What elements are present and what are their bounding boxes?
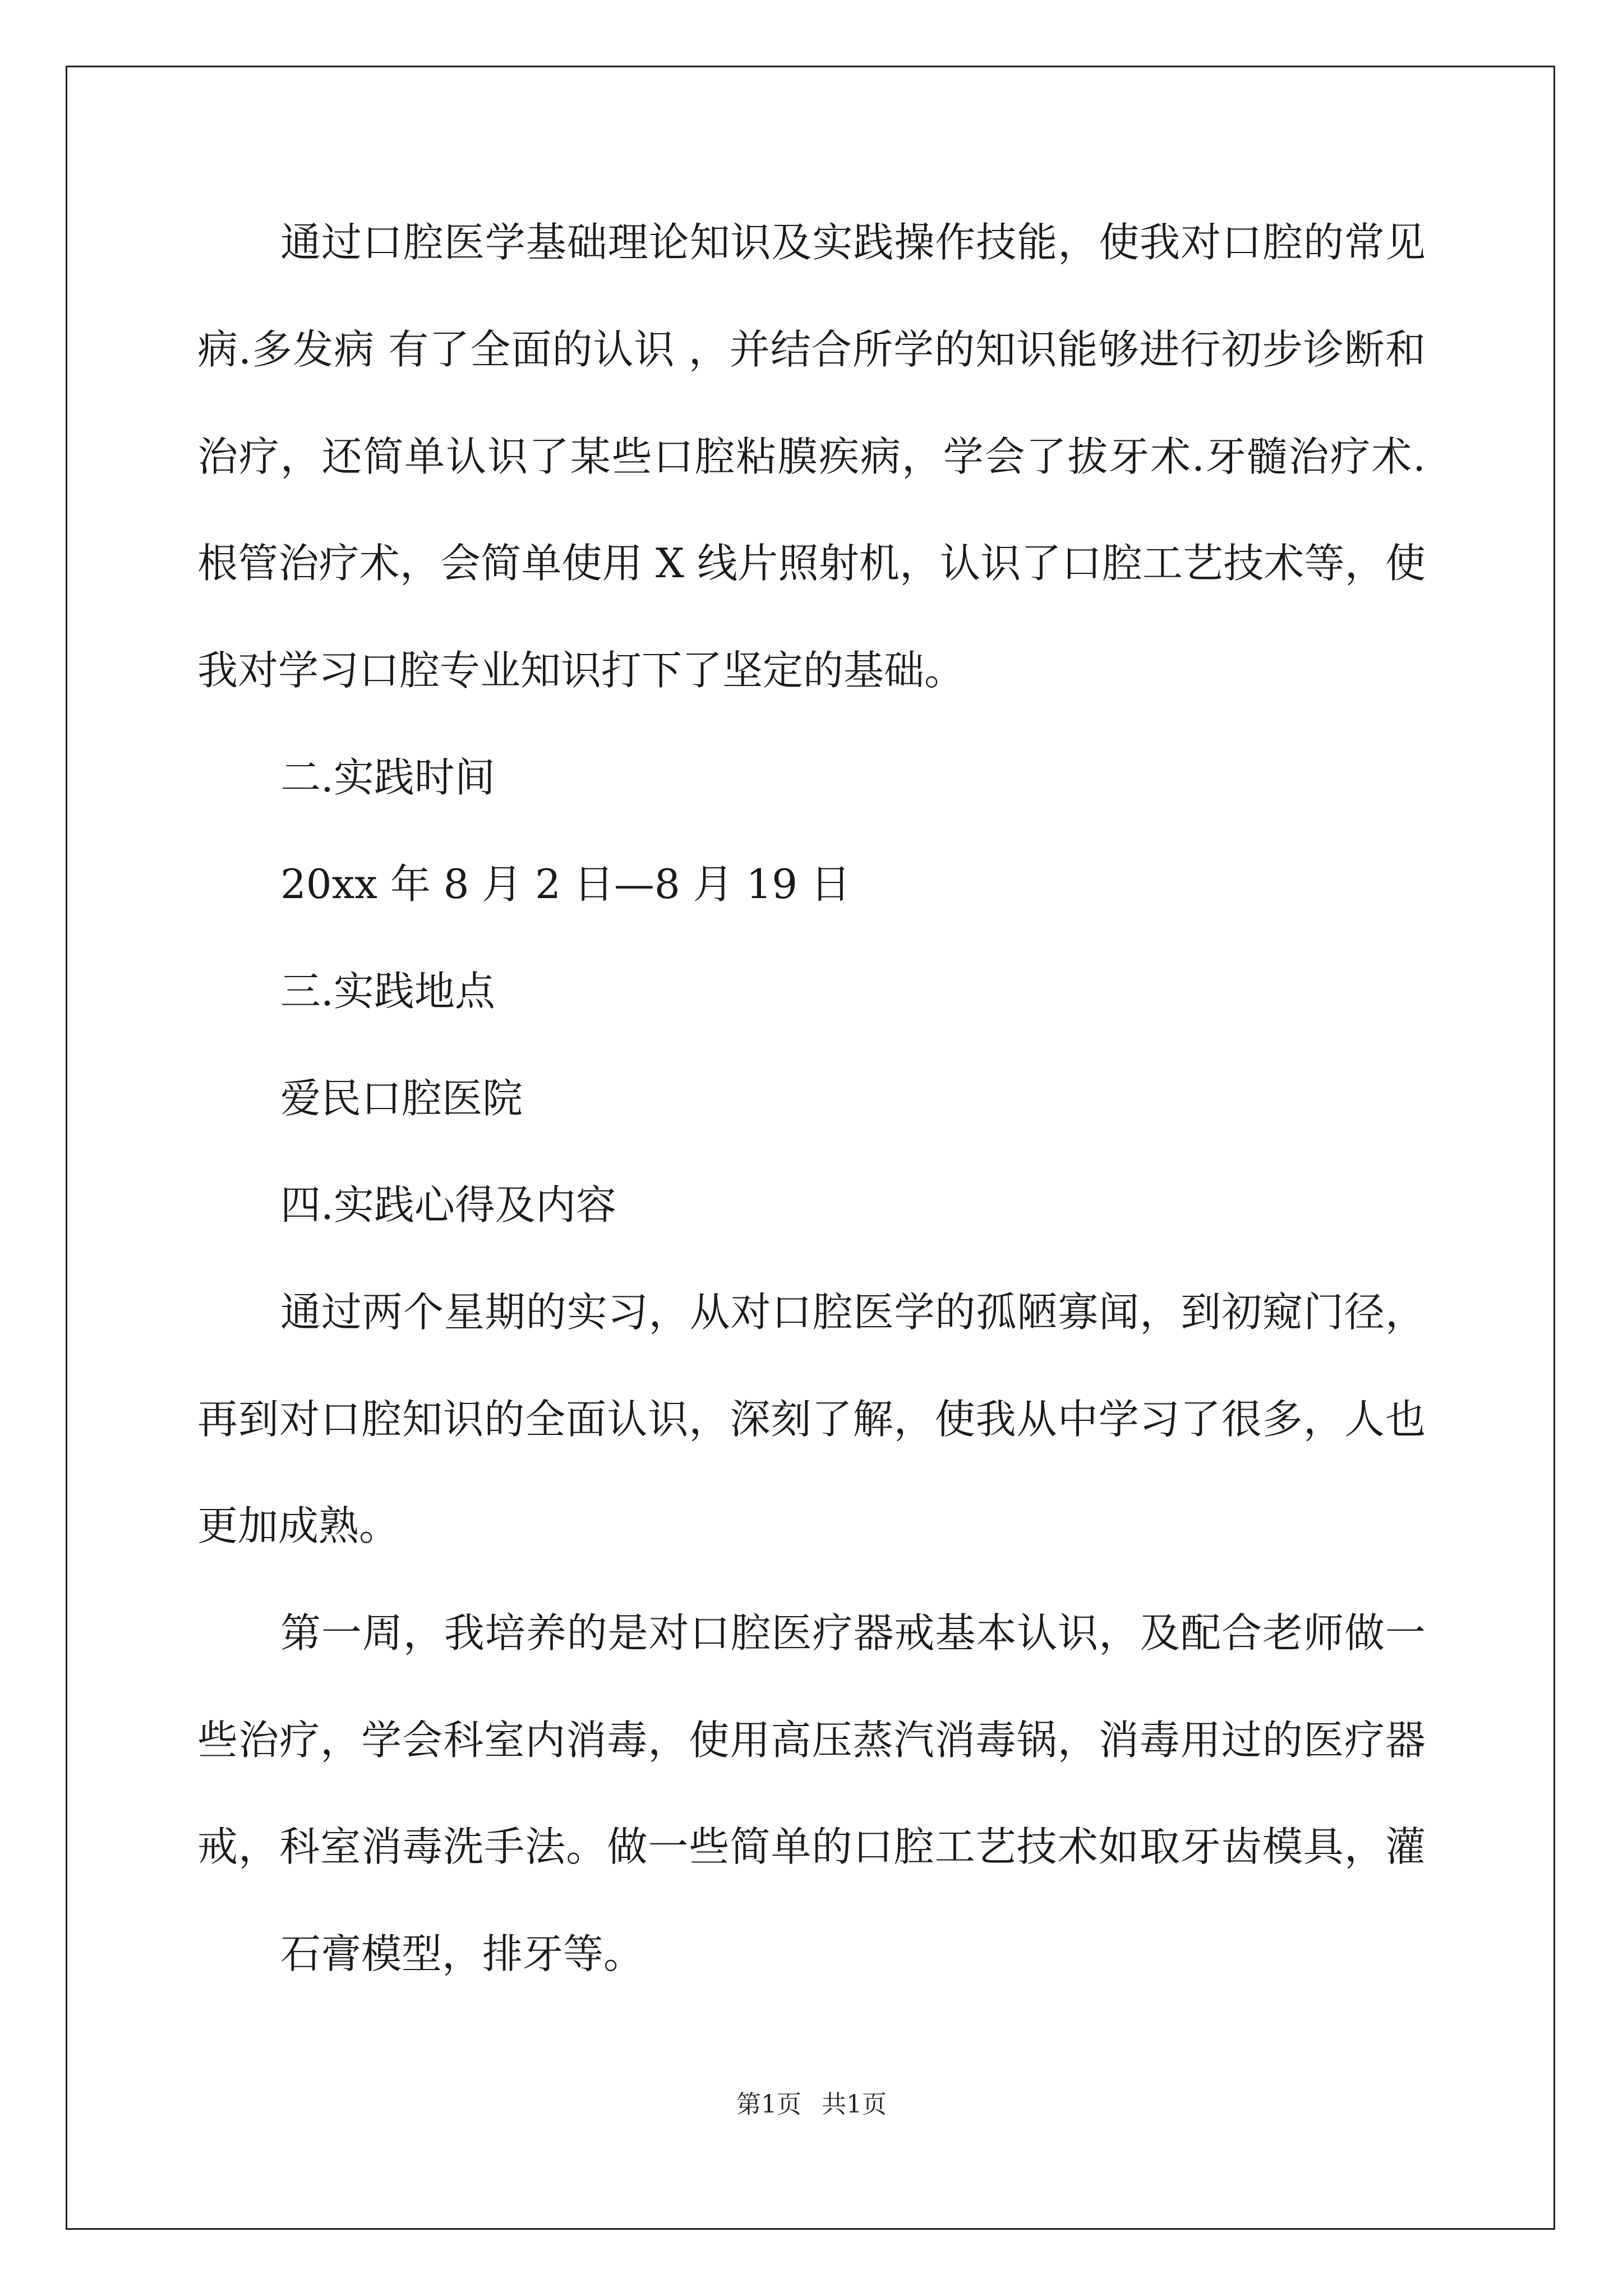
text-line: 戒，科室消毒洗手法。做一些简单的口腔工艺技术如取牙齿模具，灌 [197,1823,1426,1870]
section-heading: 四.实践心得及内容 [280,1181,616,1228]
page-border [66,66,1555,2230]
text-line: 20xx 年 8 月 2 日—8 月 19 日 [280,861,851,908]
section-heading: 三.实践地点 [280,968,495,1015]
text-line: 第一周，我培养的是对口腔医疗器戒基本认识，及配合老师做一 [280,1609,1426,1657]
page-number: 第1页 [736,2090,801,2119]
text-line: 些治疗，学会科室内消毒，使用高压蒸汽消毒锅，消毒用过的医疗器 [197,1717,1426,1764]
section-heading: 二.实践时间 [280,754,495,801]
text-line: 治疗，还简单认识了某些口腔粘膜疾病，学会了拔牙术.牙髓治疗术. [197,433,1426,480]
text-line: 病.多发病 有了全面的认识 ，并结合所学的知识能够进行初步诊断和 [197,326,1426,373]
text-line: 通过口腔医学基础理论知识及实践操作技能，使我对口腔的常见 [280,219,1426,266]
text-line: 通过两个星期的实习，从对口腔医学的孤陋寡闻，到初窥门径， [280,1289,1426,1336]
page-footer [0,2088,1623,2122]
text-line: 爱民口腔医院 [280,1075,523,1122]
text-line: 石膏模型，排牙等。 [280,1930,644,1977]
text-line: 更加成熟。 [197,1502,400,1549]
text-line: 根管治疗术，会简单使用 X 线片照射机，认识了口腔工艺技术等，使 [197,540,1426,587]
page-total: 共1页 [822,2090,887,2119]
text-line: 再到对口腔知识的全面认识，深刻了解，使我从中学习了很多，人也 [197,1396,1426,1443]
text-line: 我对学习口腔专业知识打下了坚定的基础。 [197,647,965,694]
